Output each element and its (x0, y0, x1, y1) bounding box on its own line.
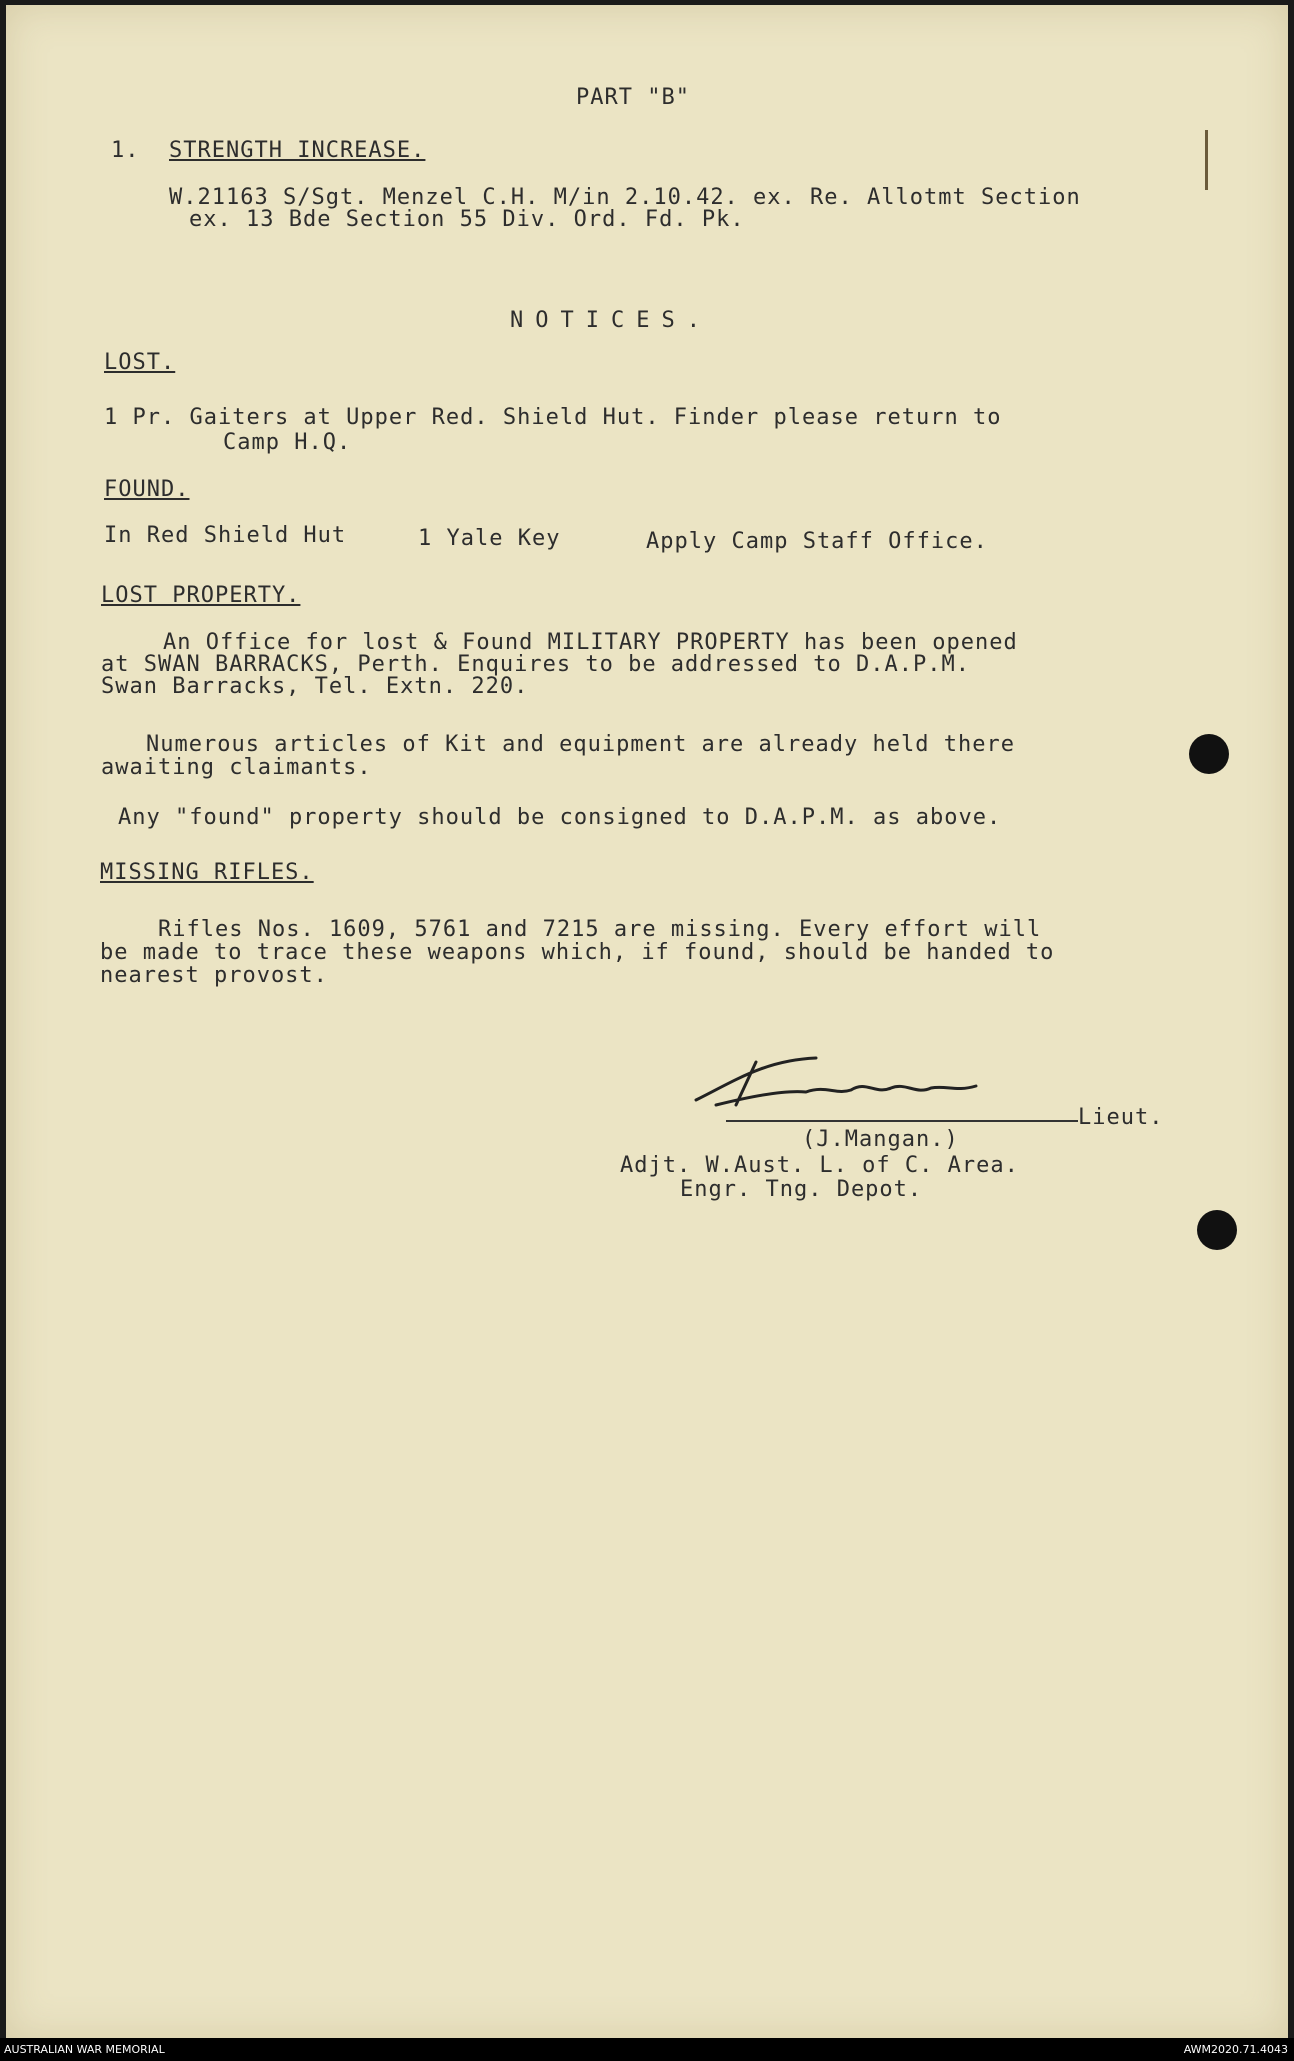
handwritten-signature (676, 1050, 1016, 1130)
item-number: 1. (111, 138, 140, 163)
lost-property-heading: LOST PROPERTY. (101, 583, 301, 608)
notices-title: NOTICES. (510, 308, 712, 333)
archive-footer (0, 2038, 1294, 2061)
signature-line (726, 1120, 1078, 1122)
footer-reference: AWM2020.71.4043 (1183, 2043, 1288, 2056)
found-item: 1 Yale Key (418, 526, 561, 551)
lost-property-p3-line1: Any "found" property should be consigned to D.A.P.M. as above. (118, 805, 1002, 830)
lost-property-p1-line2: at SWAN BARRACKS, Perth. Enquires to be addressed to D.A.P.M. (101, 652, 970, 677)
signature-rank: Lieut. (1078, 1105, 1164, 1130)
lost-line1: 1 Pr. Gaiters at Upper Red. Shield Hut. Finder please return to (104, 405, 1002, 430)
strength-increase-heading: STRENGTH INCREASE. (169, 138, 426, 163)
document-page (6, 5, 1288, 2038)
strength-increase-line2: ex. 13 Bde Section 55 Div. Ord. Fd. Pk. (189, 207, 745, 232)
strength-increase-line1: W.21163 S/Sgt. Menzel C.H. M/in 2.10.42. ex. Re. Allotmt Section (169, 185, 1081, 210)
punch-hole-lower (1197, 1210, 1237, 1250)
signature-title-line1: Adjt. W.Aust. L. of C. Area. (620, 1153, 1019, 1178)
edge-mark (1205, 130, 1208, 190)
missing-rifles-line3: nearest provost. (100, 963, 328, 988)
footer-institution: AUSTRALIAN WAR MEMORIAL (4, 2043, 165, 2056)
lost-heading: LOST. (104, 350, 176, 375)
missing-rifles-heading: MISSING RIFLES. (100, 860, 314, 885)
signature-title-line2: Engr. Tng. Depot. (680, 1177, 923, 1202)
lost-property-p2-line2: awaiting claimants. (101, 755, 372, 780)
missing-rifles-line2: be made to trace these weapons which, if found, should be handed to (100, 940, 1055, 965)
lost-line2: Camp H.Q. (223, 430, 352, 455)
lost-property-p2-line1: Numerous articles of Kit and equipment are already held there (146, 732, 1015, 757)
found-action: Apply Camp Staff Office. (646, 529, 988, 554)
lost-property-p1-line3: Swan Barracks, Tel. Extn. 220. (101, 674, 529, 699)
lost-property-p1-line1: An Office for lost & Found MILITARY PROPERTY has been opened (163, 630, 1018, 655)
signature-name: (J.Mangan.) (802, 1127, 959, 1152)
found-location: In Red Shield Hut (104, 523, 347, 548)
punch-hole-upper (1189, 734, 1229, 774)
missing-rifles-line1: Rifles Nos. 1609, 5761 and 7215 are missing. Every effort will (158, 917, 1042, 942)
found-heading: FOUND. (104, 477, 190, 502)
part-title: PART "B" (576, 85, 690, 110)
